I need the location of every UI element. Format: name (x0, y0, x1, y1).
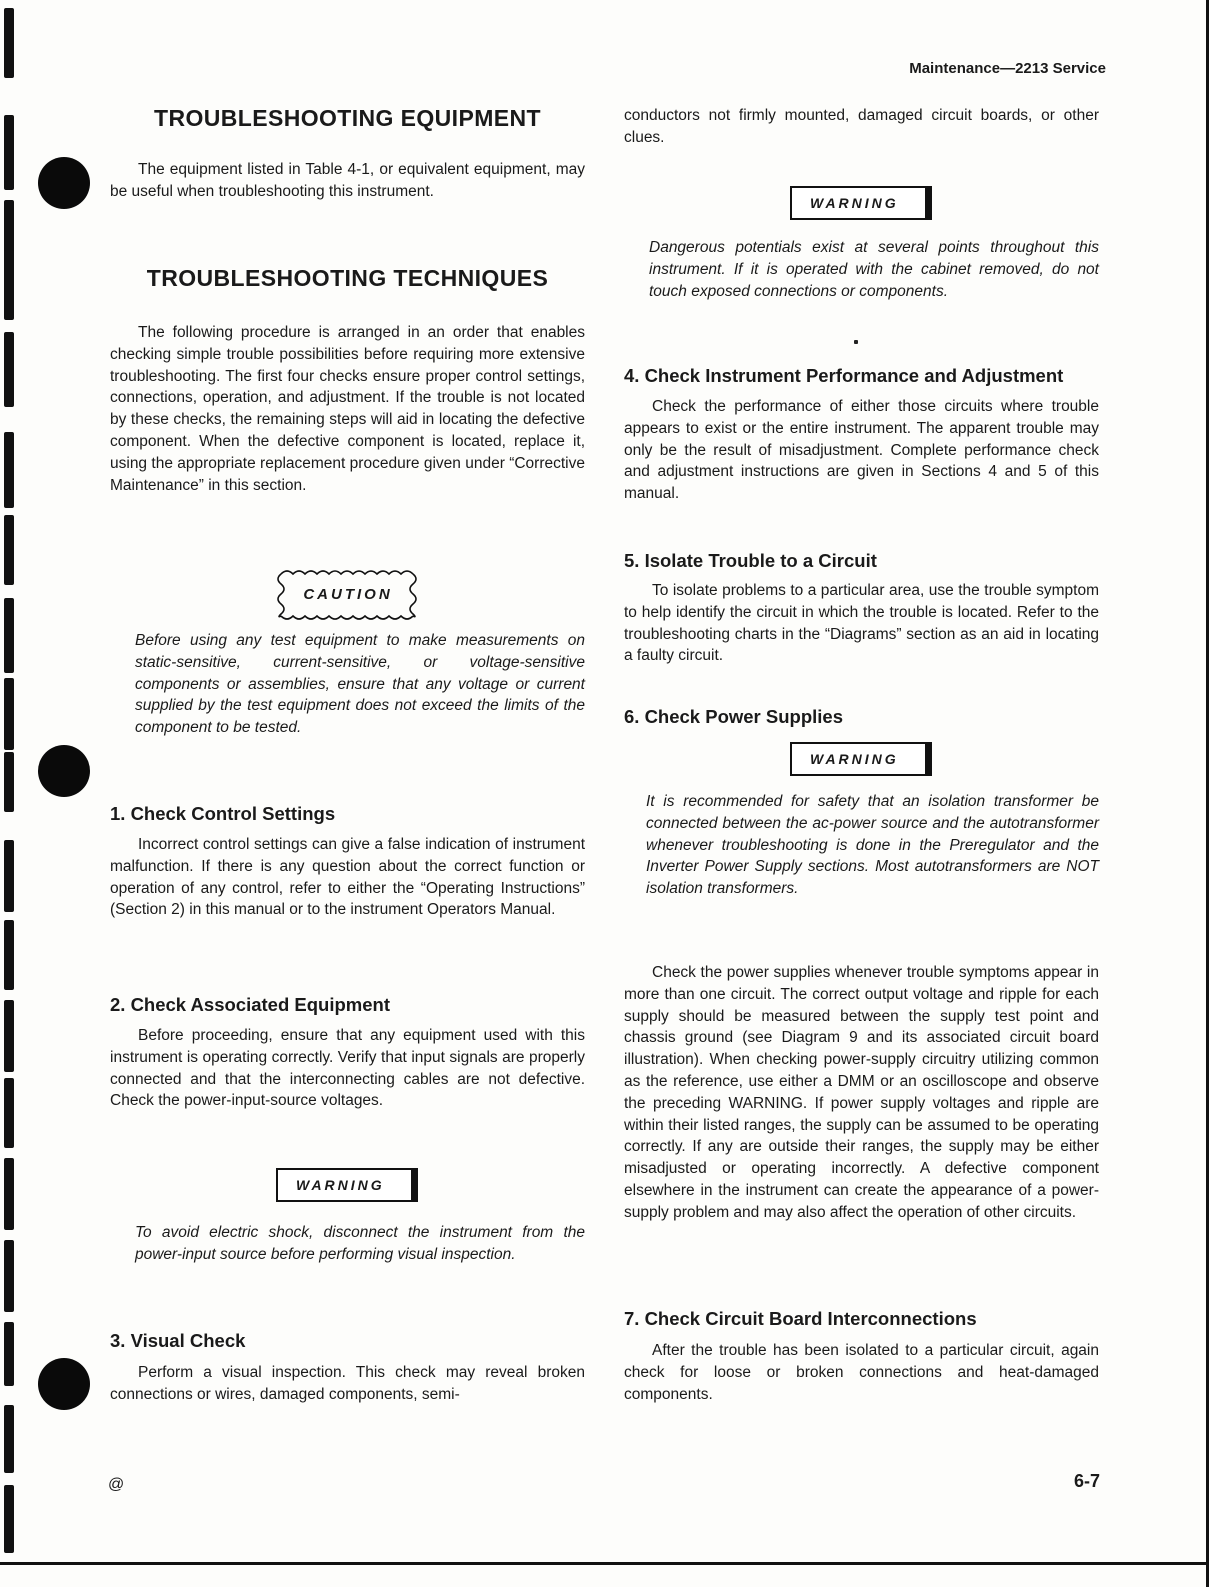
binder-bar (4, 920, 14, 990)
step-title: 2. Check Associated Equipment (110, 994, 390, 1015)
step-4-body: Check the performance of either those circuits where trouble appears to exist or the entire instrument. The apparent trouble may only be the result of misadjustment. Complete performance check and adjustment instructions are given in Sections 4 and 5 of this manual. (624, 398, 1099, 503)
warning-note: To avoid electric shock, disconnect the instrument from the power-input source before performing visual inspection. (135, 1224, 585, 1263)
troubleshooting-equipment-section (110, 105, 585, 132)
step-title: 5. Isolate Trouble to a Circuit (624, 550, 877, 571)
page-number: 6-7 (1073, 1471, 1100, 1491)
binder-bar (4, 115, 14, 190)
troubleshooting-techniques-section (110, 265, 585, 292)
binder-bar (4, 515, 14, 585)
warning-label-box: WARNING (790, 186, 932, 220)
step-3-continuation-wrap (624, 105, 1099, 149)
step-7-body-wrap (624, 1340, 1099, 1405)
warning-note: Dangerous potentials exist at several points throughout this instrument. If it is operated with the cabinet removed, do not touch exposed connections or components. (649, 239, 1099, 300)
step-5-body: To isolate problems to a particular area, use the trouble symptom to help identify the circuit in which the trouble is located. Refer to the troubleshooting charts in the “Diagrams” section as an aid in locating a faulty circuit. (624, 582, 1099, 665)
section-title: TROUBLESHOOTING EQUIPMENT (154, 105, 541, 131)
binder-bar (4, 1485, 14, 1553)
troubleshooting-techniques-body-wrap (110, 322, 585, 496)
warning-label-box: WARNING (790, 742, 932, 776)
step-7-body: After the trouble has been isolated to a particular circuit, again check for loose or broken connections and heat-damaged components. (624, 1342, 1099, 1403)
step-title: 1. Check Control Settings (110, 803, 336, 824)
binder-bar (4, 332, 14, 407)
binder-bar (4, 250, 14, 320)
binder-bar (4, 1078, 14, 1148)
warning-note-wrap (649, 237, 1099, 302)
caution-note: Before using any test equipment to make measurements on static-sensitive, current-sensitive, or voltage-sensitive components or assemblies, ensure that any voltage or current supplied by the test equipment does not exceed the limits of the component to be tested. (135, 632, 585, 737)
step-5-heading (624, 550, 1099, 572)
step-4-body-wrap (624, 396, 1099, 505)
step-1-body: Incorrect control settings can give a false indication of instrument malfunction. If there is any question about the correct function or operation of any control, refer to either the “Operating Instructions” (Section 2) in this manual or to the instrument Operators Manual. (110, 836, 585, 919)
warning-label-box: WARNING (276, 1168, 418, 1202)
troubleshooting-equipment-body-wrap (110, 159, 585, 203)
binder-hole (38, 745, 90, 797)
step-6-heading (624, 706, 1099, 728)
caution-note-wrap (135, 630, 585, 739)
binder-bar (4, 840, 14, 912)
step-3-continuation: conductors not firmly mounted, damaged circuit boards, or other clues. (624, 107, 1099, 146)
step-3-body-wrap (110, 1362, 585, 1406)
step-6-body: Check the power supplies whenever trouble symptoms appear in more than one circuit. The correct output voltage and ripple for each supply should be measured between the supply test point and chassis ground (see Diagram 9 and its associated circuit board illustration). When checking power-supply circuitry utilizing common as the reference, use either a DMM or an oscilloscope and observe the preceding WARNING. If power supply voltages and ripple are within their listed ranges, the supply can be assumed to be operating correctly. If any are outside their ranges, the supply may be either misadjusted or operating incorrectly. A defective component elsewhere in the instrument can create the appearance of a power-supply problem and may also affect the operation of other circuits. (624, 964, 1099, 1221)
binder-bar (4, 1158, 14, 1230)
footer-symbol: @ (108, 1476, 125, 1493)
troubleshooting-techniques-body: The following procedure is arranged in an order that enables checking simple trouble possibilities before requiring more extensive troubleshooting. The first four checks ensure proper control settings, connections, operation, and adjustment. If the trouble is not located by these checks, the remaining steps will aid in locating the defective component. When the defective component is located, replace it, using the appropriate replacement procedure given under “Corrective Maintenance” in this section. (110, 324, 585, 494)
step-1-body-wrap (110, 834, 585, 921)
warning-note-wrap (135, 1222, 585, 1266)
running-head: Maintenance—2213 Service (909, 60, 1106, 77)
step-title: 7. Check Circuit Board Interconnections (624, 1308, 977, 1329)
caution-label: CAUTION (303, 586, 393, 603)
binder-bar (4, 8, 14, 78)
binder-bar (4, 678, 14, 750)
step-3-heading (110, 1330, 585, 1352)
warning-note-wrap (646, 791, 1099, 900)
step-6-body-wrap (624, 962, 1099, 1224)
step-1-heading (110, 803, 585, 825)
binder-bar (4, 1240, 14, 1312)
step-title: 4. Check Instrument Performance and Adjustment (624, 365, 1064, 386)
step-2-body-wrap (110, 1025, 585, 1112)
step-title: 6. Check Power Supplies (624, 706, 843, 727)
warning-note: It is recommended for safety that an isolation transformer be connected between the ac-power source and the autotransformer whenever troubleshooting is done in the Preregulator and the Inverter Power Supply sections. Most autotransformers are NOT isolation transformers. (646, 793, 1099, 898)
caution-label-box (273, 568, 423, 622)
binder-bar (4, 432, 14, 508)
step-title: 3. Visual Check (110, 1330, 246, 1351)
binder-bar (4, 1405, 14, 1473)
page-edge-right (1206, 0, 1226, 1587)
binder-bar (4, 1322, 14, 1386)
binder-hole (38, 157, 90, 209)
step-3-body: Perform a visual inspection. This check may reveal broken connections or wires, damaged components, semi- (110, 1364, 585, 1403)
page-edge-bottom (0, 1562, 1209, 1565)
troubleshooting-equipment-body: The equipment listed in Table 4-1, or equivalent equipment, may be useful when troubleshooting this instrument. (110, 161, 585, 200)
section-title: TROUBLESHOOTING TECHNIQUES (146, 265, 549, 291)
step-5-body-wrap (624, 580, 1099, 667)
binder-hole (38, 1358, 90, 1410)
step-7-heading (624, 1308, 1099, 1330)
step-2-body: Before proceeding, ensure that any equipment used with this instrument is operating correctly. Verify that input signals are properly connected and that the interconnecting cables are not defective. Check the power-input-source voltages. (110, 1027, 585, 1110)
binder-bar (4, 752, 14, 812)
binder-bar (4, 598, 14, 673)
binder-bar (4, 1000, 14, 1072)
step-4-heading (624, 365, 1099, 387)
scan-speck (854, 340, 858, 344)
step-2-heading (110, 994, 585, 1016)
